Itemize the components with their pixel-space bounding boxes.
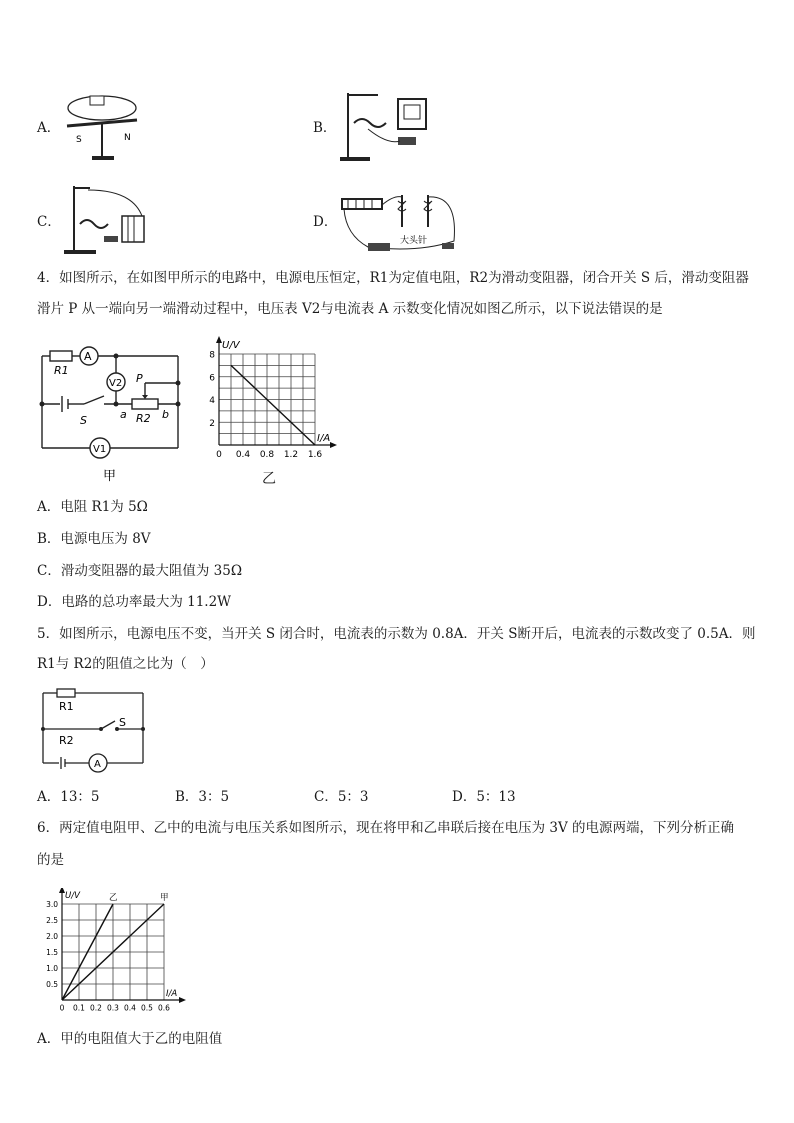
y-tick-label: 4: [209, 396, 215, 406]
q4-chart-yi: [207, 335, 357, 485]
q4-label-a-end: a: [120, 408, 127, 421]
series-label: 乙: [109, 893, 118, 903]
x-tick-label: 1.2: [283, 450, 299, 460]
x-axis-arrow: [179, 997, 186, 1003]
q3-figure-a: [62, 88, 147, 168]
x-tick-label: 1.6: [307, 450, 323, 460]
q3-figure-c: [62, 180, 152, 260]
q3-option-d-label: D．: [313, 214, 338, 230]
q5-number: 5．: [37, 626, 60, 642]
q5-option-a[interactable]: [37, 787, 100, 807]
q4-option-d-label: D．: [37, 594, 62, 610]
x-axis-label: I/A: [317, 433, 331, 444]
q5-option-c[interactable]: [314, 787, 369, 807]
q5-label-s: S: [119, 716, 126, 729]
q4-caption-yi: 乙: [262, 471, 276, 487]
x-tick-label: 0.4: [235, 450, 251, 460]
series-label: 甲: [160, 893, 169, 903]
q4-option-c-label: C．: [37, 563, 61, 579]
q4-option-a[interactable]: [37, 497, 148, 517]
q5-option-a-text: 13：5: [60, 789, 100, 805]
q3-figure-d-caption: 大头针: [400, 236, 428, 246]
q4-label-v2: V2: [109, 378, 123, 389]
y-tick-label: 8: [209, 350, 215, 361]
q4-option-b-text: 电源电压为 8V: [60, 531, 151, 547]
x-tick-label: 0.1: [73, 1003, 85, 1013]
q4-label-a: A: [84, 350, 92, 363]
x-tick-label: 0.8: [259, 450, 275, 460]
q4-text-line1: 如图所示，在如图甲所示的电路中，电源电压恒定，R1为定值电阻，R2为滑动变阻器，闭合开关 S 后，滑动变阻器: [59, 270, 749, 286]
q4-option-b-label: B．: [37, 531, 61, 547]
x-tick-label: 0.5: [141, 1003, 153, 1013]
y-tick-label: 3.0: [46, 899, 58, 909]
x-axis-label: I/A: [166, 989, 178, 999]
q4-option-a-label: A．: [37, 499, 61, 515]
q6-text-line1: 两定值电阻甲、乙中的电流与电压关系如图所示，现在将甲和乙串联后接在电压为 3V 的电源两端，下列分析正确: [59, 820, 735, 836]
q6-chart: [34, 888, 189, 1018]
q6-number: 6．: [37, 820, 60, 836]
x-tick-label: 0.2: [90, 1003, 102, 1013]
x-tick-label: 0.4: [124, 1003, 136, 1013]
q4-stem: [37, 268, 749, 288]
q4-caption-jia: 甲: [103, 469, 117, 484]
q4-option-a-text: 电阻 R1为 5Ω: [60, 499, 148, 515]
series-line-V2: [231, 365, 315, 445]
y-tick-label: 1.0: [46, 963, 58, 973]
q5-option-d-text: 5：13: [476, 789, 516, 805]
x-tick-label: 0: [59, 1003, 65, 1013]
y-axis-label: U/V: [222, 340, 240, 351]
q5-label-r1: R1: [59, 700, 74, 713]
y-tick-label: 2: [209, 418, 215, 429]
q4-number: 4．: [37, 270, 60, 286]
q5-option-b-label: B．: [175, 789, 199, 805]
x-axis-arrow: [330, 442, 337, 448]
q5-option-b-text: 3：5: [198, 789, 230, 805]
q3-option-a-label: A．: [37, 120, 61, 136]
x-tick-label: 0.6: [158, 1003, 170, 1013]
svg-text:N: N: [124, 133, 131, 143]
q6-text-line2: 的是: [37, 852, 64, 868]
q4-label-r2: R2: [136, 412, 151, 425]
q5-text-line2: R1与 R2的阻值之比为（ ）: [37, 656, 214, 672]
q4-label-p: P: [136, 372, 143, 385]
y-tick-label: 1.5: [46, 947, 58, 957]
q5-option-a-label: A．: [37, 789, 61, 805]
q5-stem: [37, 624, 755, 644]
q4-option-d[interactable]: [37, 592, 231, 612]
q5-label-r2: R2: [59, 734, 74, 747]
q5-option-d-label: D．: [452, 789, 477, 805]
q6-stem: [37, 818, 734, 838]
y-tick-label: 2.5: [46, 915, 58, 925]
q5-option-c-label: C．: [314, 789, 338, 805]
q5-option-b[interactable]: [175, 787, 229, 807]
y-tick-label: 6: [209, 373, 215, 384]
q5-label-a: A: [94, 759, 101, 770]
y-tick-label: 2.0: [46, 931, 58, 941]
q5-text-line1: 如图所示，电源电压不变，当开关 S 闭合时，电流表的示数为 0.8A．开关 S断开后，电流表的示数改变了 0.5A．则: [59, 626, 756, 642]
q5-option-d[interactable]: [452, 787, 516, 807]
y-axis-label: U/V: [65, 891, 80, 901]
q6-option-a-text: 甲的电阻值大于乙的电阻值: [60, 1031, 223, 1047]
q4-option-c[interactable]: [37, 561, 242, 581]
svg-text:S: S: [76, 135, 82, 145]
q4-option-c-text: 滑动变阻器的最大阻值为 35Ω: [60, 563, 243, 579]
q5-circuit: [35, 685, 155, 777]
q3-option-b-label: B．: [313, 120, 337, 136]
q4-label-s: S: [80, 414, 87, 427]
x-tick-label: 0.3: [107, 1003, 119, 1013]
q3-option-c-label: C．: [37, 214, 61, 230]
q5-option-c-text: 5：3: [337, 789, 369, 805]
q4-circuit-jia: [32, 338, 197, 490]
q4-text-line2: 滑片 P 从一端向另一端滑动过程中，电压表 V2与电流表 A 示数变化情况如图乙所示，以下说法错误的是: [37, 301, 663, 317]
q4-label-v1: V1: [93, 444, 107, 455]
q4-label-r1: R1: [54, 364, 69, 377]
q4-option-b[interactable]: [37, 529, 151, 549]
q6-option-a-label: A．: [37, 1031, 61, 1047]
q3-figure-d: [338, 185, 463, 260]
q6-option-a[interactable]: [37, 1029, 222, 1049]
y-tick-label: 0.5: [46, 979, 58, 989]
q3-figure-b: [338, 85, 433, 165]
x-tick-label: 0: [216, 450, 222, 460]
q4-label-b-end: b: [162, 408, 169, 421]
q4-option-d-text: 电路的总功率最大为 11.2W: [61, 594, 232, 610]
